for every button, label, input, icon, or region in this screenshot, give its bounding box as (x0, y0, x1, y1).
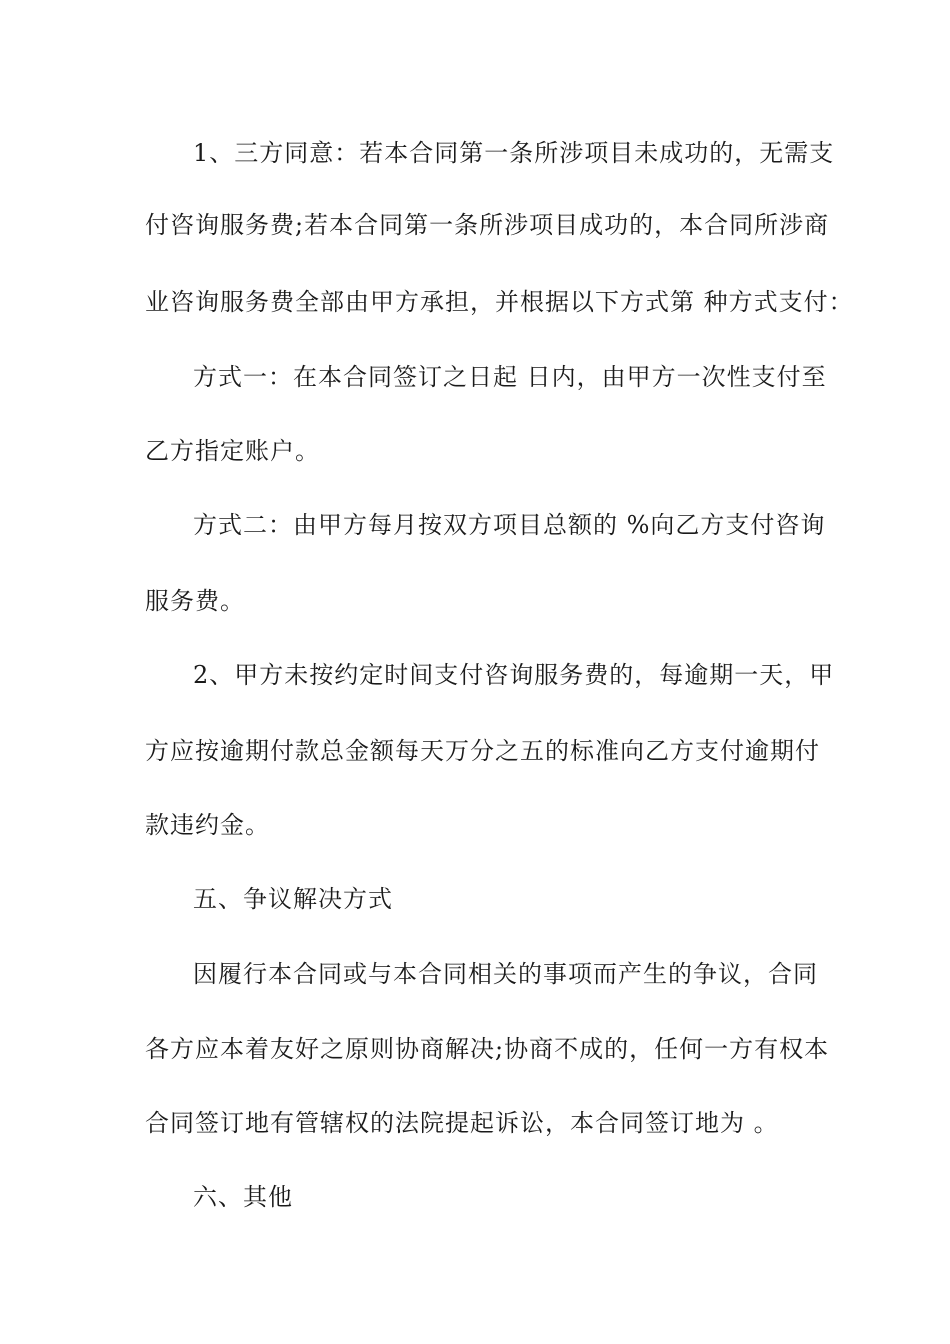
paragraph-line: 1、三方同意：若本合同第一条所涉项目未成功的，无需支 (193, 139, 835, 167)
paragraph-line: 业咨询服务费全部由甲方承担，并根据以下方式第 种方式支付： (145, 288, 854, 316)
paragraph-line: 服务费。 (145, 587, 245, 615)
paragraph-line: 款违约金。 (145, 811, 270, 839)
paragraph-line: 方式一：在本合同签订之日起 日内，由甲方一次性支付至 (193, 363, 827, 391)
paragraph-line: 因履行本合同或与本合同相关的事项而产生的争议，合同 (193, 960, 818, 988)
paragraph-line: 方应按逾期付款总金额每天万分之五的标准向乙方支付逾期付 (145, 737, 820, 765)
paragraph-line: 付咨询服务费;若本合同第一条所涉项目成功的，本合同所涉商 (145, 211, 830, 239)
section-heading: 五、争议解决方式 (193, 885, 393, 913)
paragraph-line: 方式二：由甲方每月按双方项目总额的 %向乙方支付咨询 (193, 511, 826, 539)
section-heading: 六、其他 (193, 1183, 293, 1211)
paragraph-line: 乙方指定账户。 (145, 437, 320, 465)
paragraph-line: 合同签订地有管辖权的法院提起诉讼，本合同签订地为 。 (145, 1109, 779, 1137)
paragraph-line: 2、甲方未按约定时间支付咨询服务费的，每逾期一天，甲 (193, 661, 835, 689)
paragraph-line: 各方应本着友好之原则协商解决;协商不成的，任何一方有权本 (145, 1035, 830, 1063)
